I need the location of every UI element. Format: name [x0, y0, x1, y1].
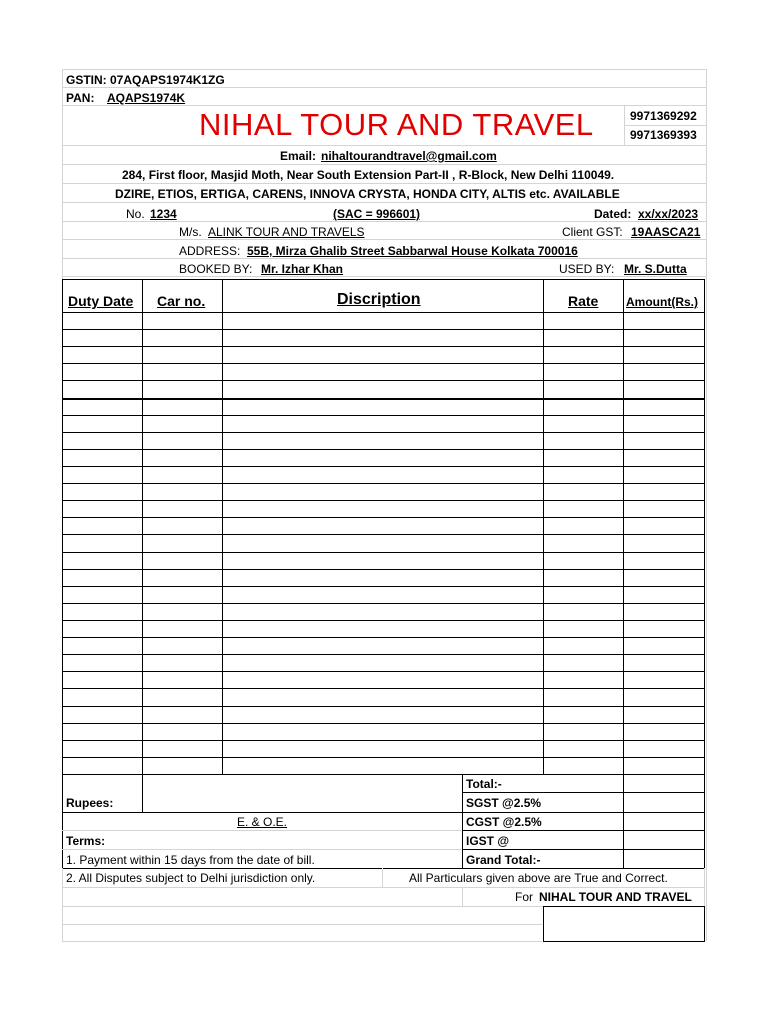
- table-row: [62, 757, 705, 758]
- table-row: [62, 483, 705, 484]
- igst-label: IGST @: [466, 834, 510, 848]
- terms-label: Terms:: [66, 834, 106, 848]
- bill-no-value: 1234: [150, 207, 177, 221]
- gstin-text: GSTIN: 07AQAPS1974K1ZG: [66, 73, 225, 87]
- table-row: [62, 500, 705, 501]
- pan-label: PAN:: [66, 91, 95, 105]
- table-row: [62, 380, 705, 381]
- table-row: [62, 740, 705, 741]
- dated-value: xx/xx/2023: [638, 207, 699, 221]
- col-rate: Rate: [568, 293, 599, 309]
- table-row: [62, 517, 705, 518]
- email-row: [63, 146, 706, 165]
- table-row: [62, 723, 705, 724]
- cgst-label: CGST @2.5%: [466, 815, 542, 829]
- table-row: [62, 363, 705, 364]
- booked-row: [63, 259, 706, 277]
- table-row: [62, 569, 705, 570]
- table-row: [62, 706, 705, 707]
- items-table: [62, 279, 705, 775]
- cars-row: [63, 184, 706, 203]
- table-row: [62, 432, 705, 433]
- ms-label: M/s.: [179, 225, 202, 239]
- col-description: Discription: [337, 291, 421, 308]
- client-address-row: [63, 240, 706, 259]
- used-label: USED BY:: [559, 262, 615, 276]
- ms-value: ALINK TOUR AND TRAVELS: [208, 225, 365, 239]
- table-row: [62, 620, 705, 621]
- phone-2: 9971369393: [630, 128, 697, 142]
- booked-label: BOOKED BY:: [179, 262, 253, 276]
- client-address-value: 55B, Mirza Ghalib Street Sabbarwal House Kolkata 700016: [247, 244, 578, 258]
- totals-block: [62, 774, 705, 868]
- dated-label: Dated:: [594, 207, 632, 221]
- sgst-label: SGST @2.5%: [466, 796, 542, 810]
- title-row: [63, 106, 706, 146]
- table-row: [62, 346, 705, 347]
- bill-no-label: No.: [126, 207, 145, 221]
- company-title: NIHAL TOUR AND TRAVEL: [199, 107, 594, 142]
- pan-row: [63, 88, 706, 106]
- eoe-text: E. & O.E.: [237, 815, 288, 829]
- col-duty-date: Duty Date: [68, 293, 134, 309]
- company-address-row: [63, 165, 706, 184]
- client-gst-label: Client GST:: [562, 225, 623, 239]
- phone-1: 9971369292: [630, 109, 697, 123]
- email-label: Email:: [280, 149, 317, 163]
- table-row: [62, 415, 705, 416]
- table-row: [62, 449, 705, 450]
- table-row: [62, 534, 705, 535]
- table-row: [62, 688, 705, 689]
- table-row: [62, 552, 705, 553]
- cars-available: DZIRE, ETIOS, ERTIGA, CARENS, INNOVA CRYSTA, HONDA CITY, ALTIS etc. AVAILABLE: [115, 187, 620, 201]
- col-amount: Amount(Rs.): [626, 295, 698, 309]
- gstin-row: [63, 69, 706, 88]
- client-address-label: ADDRESS:: [179, 244, 241, 258]
- table-row: [62, 398, 705, 400]
- table-row: [62, 586, 705, 587]
- ms-row: [63, 222, 706, 240]
- table-row: [62, 671, 705, 672]
- grand-total-label: Grand Total:-: [466, 853, 541, 867]
- table-row: [62, 654, 705, 655]
- booked-value: Mr. Izhar Khan: [261, 262, 344, 276]
- signature-box: [543, 906, 705, 942]
- for-company: NIHAL TOUR AND TRAVEL: [539, 890, 692, 904]
- company-address: 284, First floor, Masjid Moth, Near South Extension Part-II , R-Block, New Delhi 110049.: [122, 168, 615, 182]
- table-row: [62, 466, 705, 467]
- pan-value: AQAPS1974K: [107, 91, 186, 105]
- used-value: Mr. S.Dutta: [624, 262, 687, 276]
- for-label: For: [515, 890, 533, 904]
- bill-no-row: [63, 203, 706, 222]
- total-label: Total:-: [466, 777, 502, 791]
- term-2: 2. All Disputes subject to Delhi jurisdiction only.: [66, 871, 316, 885]
- client-gst-value: 19AASCA21: [631, 225, 701, 239]
- rupees-label: Rupees:: [66, 796, 114, 810]
- col-car-no: Car no.: [157, 293, 206, 309]
- table-row: [62, 603, 705, 604]
- email-value: nihaltourandtravel@gmail.com: [321, 149, 497, 163]
- term-1: 1. Payment within 15 days from the date of bill.: [66, 853, 315, 867]
- footer-block: [62, 868, 705, 942]
- table-row: [62, 637, 705, 638]
- declaration: All Particulars given above are True and Correct.: [409, 871, 668, 885]
- sac-code: (SAC = 996601): [333, 207, 421, 221]
- table-row: [62, 329, 705, 330]
